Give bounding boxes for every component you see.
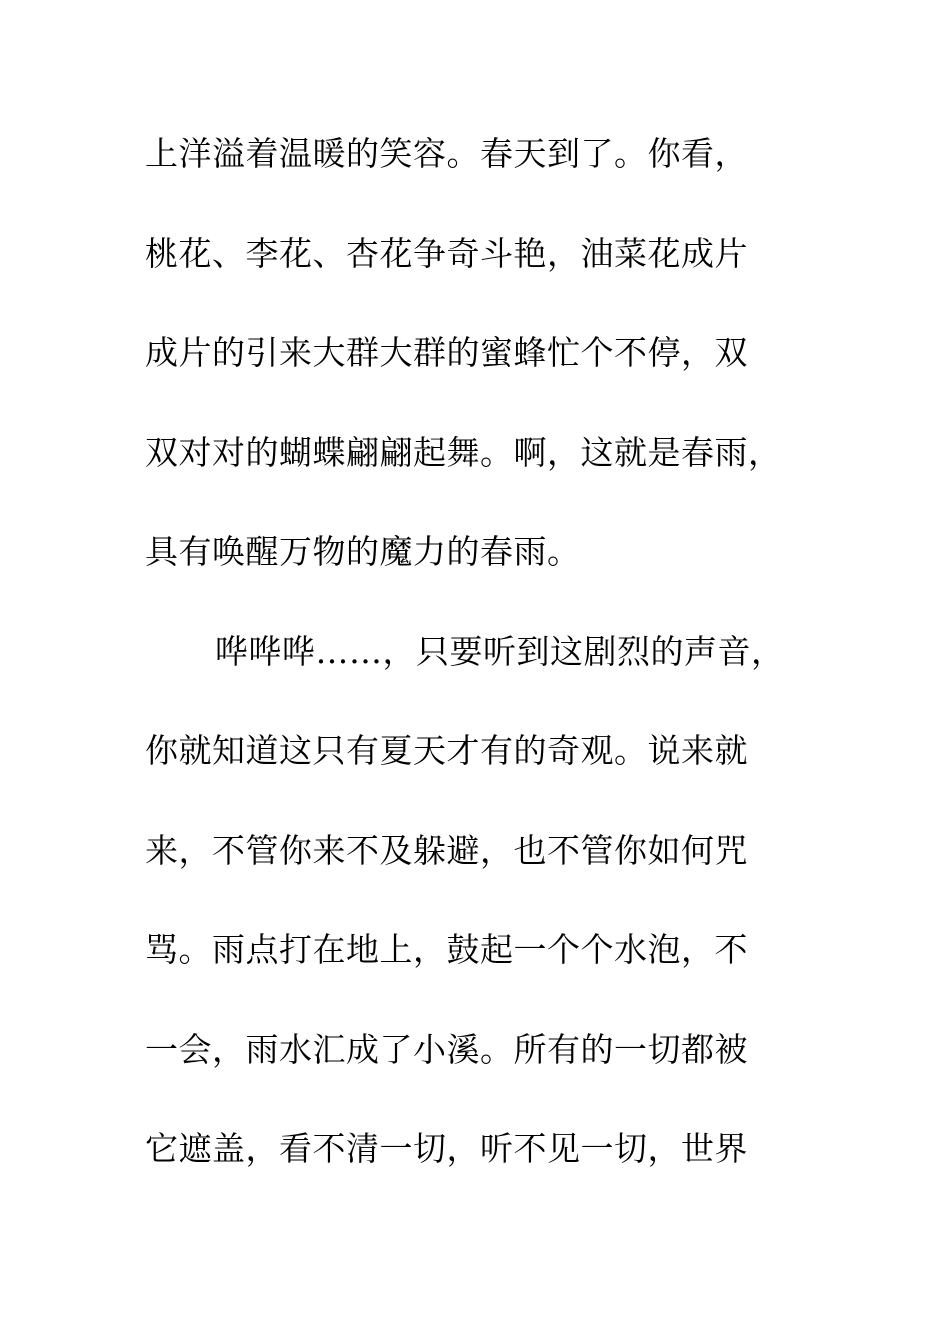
text-line: 具有唤醒万物的魔力的春雨。 <box>145 532 581 571</box>
text-line: 上洋溢着温暖的笑容。春天到了。你看， <box>145 134 748 173</box>
text-line: 成片的引来大群大群的蜜蜂忙个不停，双 <box>145 333 748 372</box>
text-line: 来，不管你来不及躲避，也不管你如何咒 <box>145 830 748 870</box>
text-line: 你就知道这只有夏天才有的奇观。说来就 <box>145 731 748 770</box>
text-line: 骂。雨点打在地上，鼓起一个个水泡，不 <box>145 930 748 969</box>
text-line: 双对对的蝴蝶翩翩起舞。啊，这就是春雨， <box>145 432 782 472</box>
text-line: 一会，雨水汇成了小溪。所有的一切都被 <box>145 1029 748 1069</box>
paragraph-start-line: 哗哗哗……，只要听到这剧烈的声音， <box>215 631 785 671</box>
text-line: 桃花、李花、杏花争奇斗艳，油菜花成片 <box>145 233 748 273</box>
body-text <box>145 124 845 1219</box>
text-line: 它遮盖，看不清一切，听不见一切，世界 <box>145 1129 748 1168</box>
